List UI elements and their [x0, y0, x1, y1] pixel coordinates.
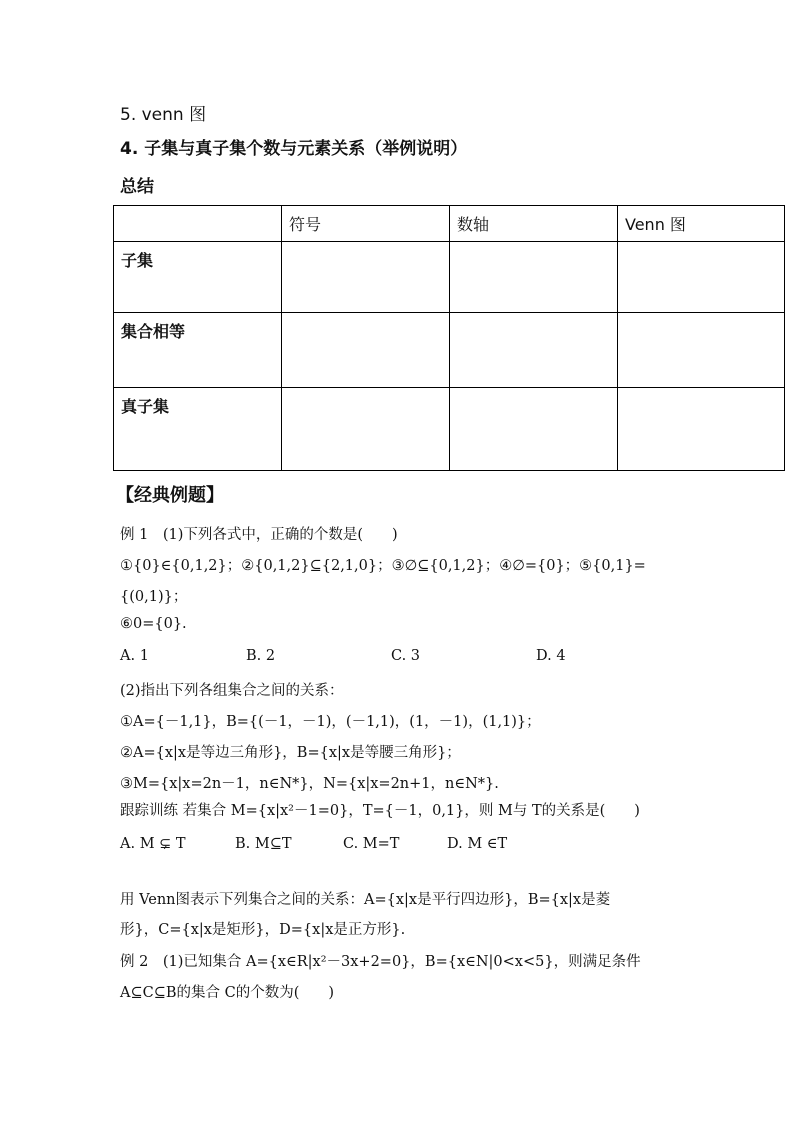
table-cell — [450, 242, 618, 313]
row-label-set-equal: 集合相等 — [114, 313, 282, 388]
example1-question2: (2)指出下列各组集合之间的关系： — [120, 683, 344, 699]
example2-line2: A⊆C⊆B的集合 C的个数为( ) — [120, 985, 335, 1001]
example1-option-d: D. 4 — [536, 648, 566, 664]
example1-line2: {(0,1)}； — [120, 589, 188, 605]
table-cell — [618, 388, 785, 471]
table-cell — [450, 388, 618, 471]
venn-task-line2: 形}，C={x|x是矩形}，D={x|x是正方形}. — [120, 922, 406, 938]
tracking-option-a: A. M ⊊ T — [120, 836, 186, 852]
table-cell — [618, 313, 785, 388]
table-row — [114, 242, 785, 313]
example1-item3: ③M={x|x=2n－1，n∈N*}，N={x|x=2n+1，n∈N*}. — [120, 776, 499, 792]
summary-table — [113, 205, 785, 471]
tracking-question: 跟踪训练 若集合 M={x|x²－1=0}，T={－1，0,1}，则 M与 T的关系是( ) — [120, 803, 640, 819]
venn-task-line1: 用 Venn图表示下列集合之间的关系：A={x|x是平行四边形}，B={x|x是菱 — [120, 892, 611, 908]
example1-question1: 例 1 (1)下列各式中，正确的个数是( ) — [120, 527, 398, 543]
tracking-option-c: C. M=T — [343, 836, 400, 852]
table-cell — [450, 313, 618, 388]
section-5-heading: 5. venn 图 — [120, 105, 207, 125]
table-row — [114, 313, 785, 388]
table-header-row — [114, 206, 785, 242]
example1-line3: ⑥0={0}. — [120, 616, 187, 632]
table-row — [114, 388, 785, 471]
table-cell — [618, 242, 785, 313]
table-cell — [282, 313, 450, 388]
row-label-subset: 子集 — [114, 242, 282, 313]
example2-line1: 例 2 (1)已知集合 A={x∈R|x²－3x+2=0}，B={x∈N|0<x<5}，则满足条件 — [120, 954, 641, 970]
tracking-option-b: B. M⊆T — [235, 836, 292, 852]
table-cell — [282, 242, 450, 313]
examples-title: 【经典例题】 — [116, 485, 224, 506]
example1-option-c: C. 3 — [391, 648, 421, 664]
table-header-cell — [114, 206, 282, 242]
table-cell — [282, 388, 450, 471]
summary-title: 总结 — [120, 177, 154, 197]
tracking-option-d: D. M ∈T — [447, 836, 508, 852]
example1-item2: ②A={x|x是等边三角形}，B={x|x是等腰三角形}； — [120, 745, 461, 761]
example1-line1: ①{0}∈{0,1,2}；②{0,1,2}⊆{2,1,0}；③∅⊆{0,1,2}；④∅={0}；⑤{0,1}= — [120, 558, 646, 574]
section-4-heading: 4. 子集与真子集个数与元素关系（举例说明） — [120, 139, 468, 159]
table-header-cell: Venn 图 — [618, 206, 785, 242]
table-header-cell: 符号 — [282, 206, 450, 242]
row-label-proper-subset: 真子集 — [114, 388, 282, 471]
example1-option-a: A. 1 — [120, 648, 149, 664]
example1-option-b: B. 2 — [246, 648, 276, 664]
table-header-cell: 数轴 — [450, 206, 618, 242]
example1-item1: ①A={－1,1}，B={(－1，－1)，(－1,1)，(1，－1)，(1,1)}； — [120, 714, 541, 730]
